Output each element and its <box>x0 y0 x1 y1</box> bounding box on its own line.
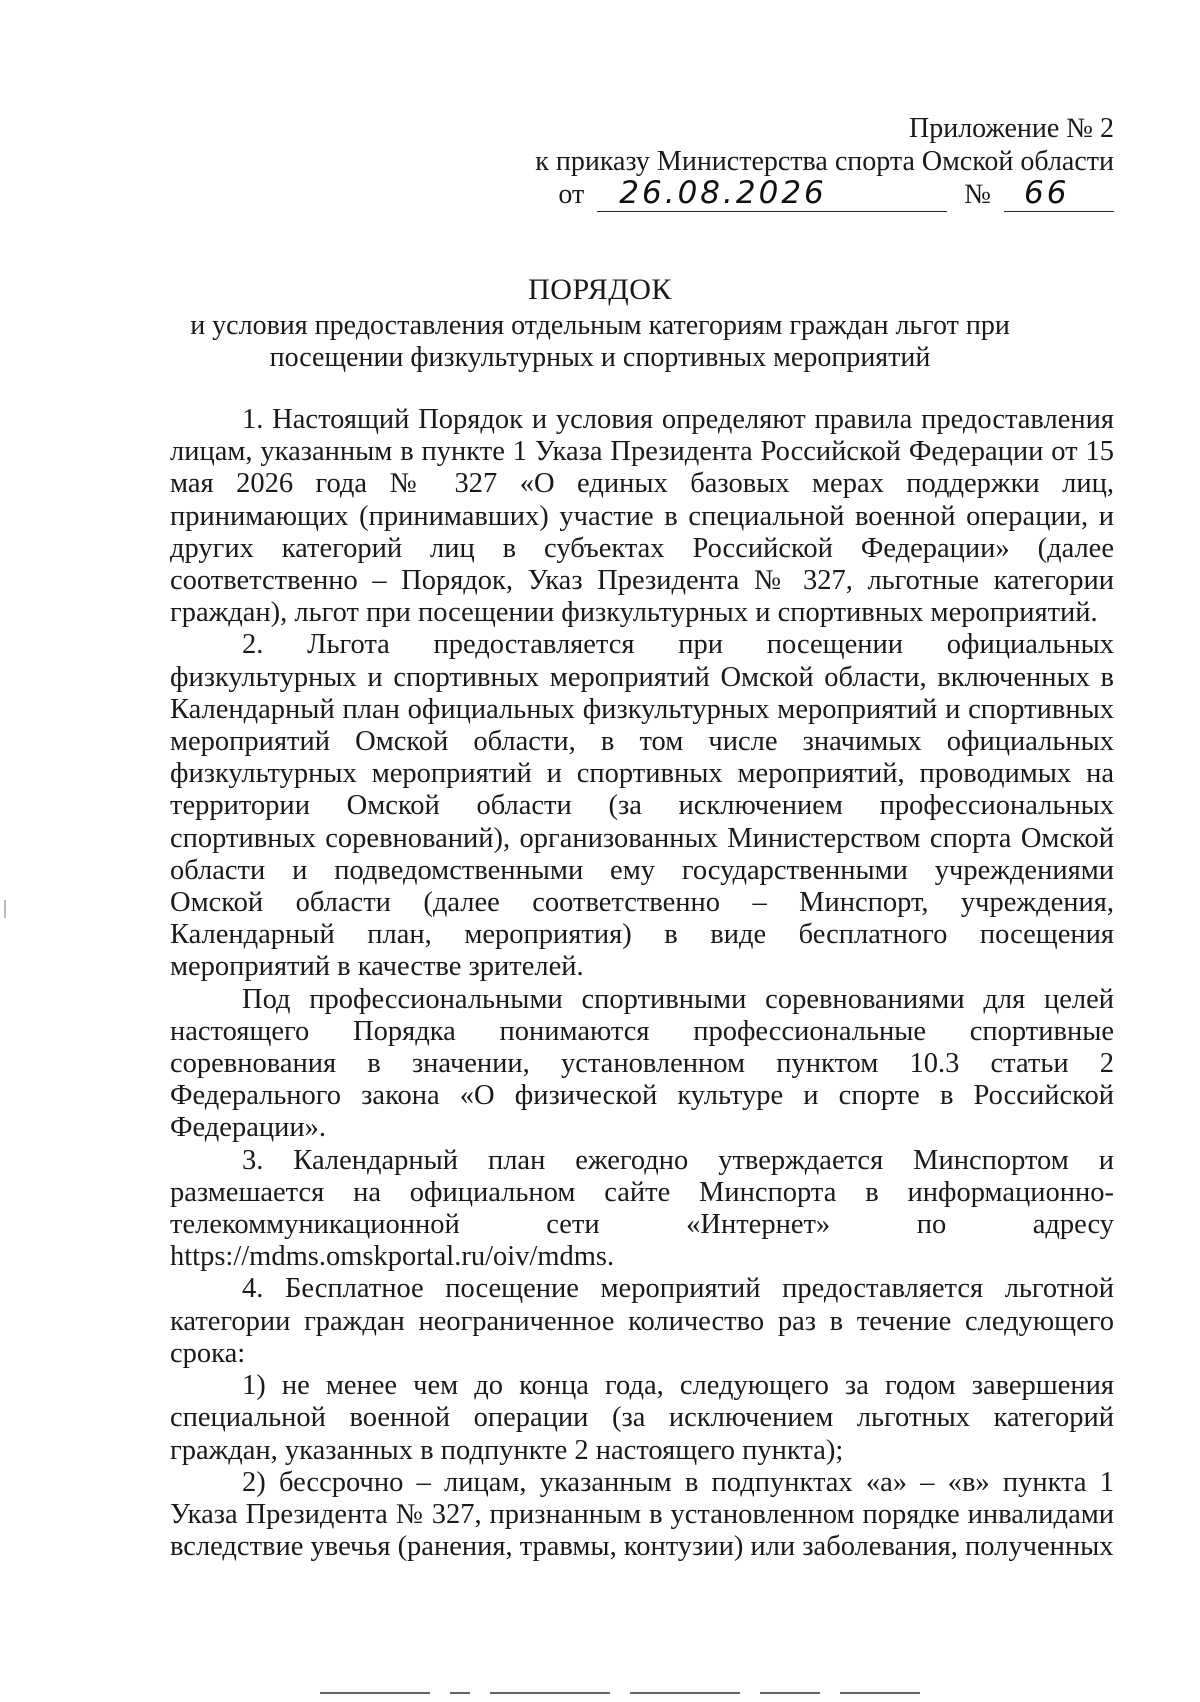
paragraph-4: 4. Бесплатное посещение мероприятий предоставляется льготной категории граждан неограниченное количество раз в течение следующего срока: <box>170 1273 1114 1369</box>
scan-edge-mark <box>4 900 6 918</box>
appendix-header <box>414 112 1114 178</box>
document-subtitle <box>150 310 1050 374</box>
handwritten-date: 26.08.2026 <box>597 176 947 212</box>
number-prefix: № <box>964 179 991 210</box>
paragraph-2: 2. Льгота предоставляется при посещении официальных физкультурных и спортивных мероприятий Омской области, включенных в Календарный план официальных физкультурных мероприятий и спортивных мероприятий Омской области, в том числе значимых официальных физкультурных мероприятий и спортивных мероприятий, проводимых на территории Омской области (за исключением профессиональных спортивных соревнований), организованных Министерством спорта Омской области и подведомственными ему государственными учреждениями Омской области (далее соответственно – Минспорт, учреждения, Календарный план, мероприятия) в виде бесплатного посещения мероприятий в качестве зрителей. <box>170 629 1114 983</box>
date-prefix: от <box>558 179 585 210</box>
subtitle-line-1: и условия предоставления отдельным категориям граждан льгот при <box>190 310 1010 341</box>
scan-mark <box>840 1692 920 1694</box>
appendix-number: Приложение № 2 <box>909 113 1114 144</box>
scan-mark <box>320 1692 430 1694</box>
paragraph-4-item-1: 1) не менее чем до конца года, следующего за годом завершения специальной военной операции (за исключением льготных категорий граждан, указанных в подпункте 2 настоящего пункта); <box>170 1370 1114 1466</box>
subtitle-line-2: посещении физкультурных и спортивных мероприятий <box>269 342 931 373</box>
scan-bottom-marks <box>320 1692 1020 1696</box>
scan-mark <box>630 1692 740 1694</box>
document-body <box>170 404 1114 1563</box>
handwritten-order-number: 66 <box>1004 176 1114 212</box>
order-date-line <box>558 176 1114 212</box>
scan-mark <box>450 1692 470 1694</box>
paragraph-4-item-2: 2) бессрочно – лицам, указанным в подпунктах «а» – «в» пункта 1 Указа Президента № 327, признанным в установленном порядке инвалидами вследствие увечья (ранения, травмы, контузии) или заболевания, полученных <box>170 1466 1114 1563</box>
order-reference: к приказу Министерства спорта Омской области <box>535 146 1114 177</box>
paragraph-2-note: Под профессиональными спортивными соревнованиями для целей настоящего Порядка понимаются профессиональные спортивные соревнования в значении, установленном пунктом 10.3 статьи 2 Федерального закона «О физической культуре и спорте в Российской Федерации». <box>170 983 1114 1144</box>
scan-mark <box>490 1692 610 1694</box>
paragraph-3: 3. Календарный план ежегодно утверждается Минспортом и размешается на официальном сайте Минспорта в информационно-телекоммуникационной сети «Интернет» по адресу https://mdms.omskportal.ru/oiv/mdms. <box>170 1144 1114 1273</box>
paragraph-1: 1. Настоящий Порядок и условия определяют правила предоставления лицам, указанным в пункте 1 Указа Президента Российской Федерации от 15 мая 2026 года № 327 «О единых базовых мерах поддержки лиц, принимающих (принимавших) участие в специальной военной операции, и других категорий лиц в субъектах Российской Федерации» (далее соответственно – Порядок, Указ Президента № 327, льготные категории граждан), льгот при посещении физкультурных и спортивных мероприятий. <box>170 404 1114 629</box>
document-title: ПОРЯДОК <box>528 273 672 306</box>
scan-mark <box>760 1692 820 1694</box>
